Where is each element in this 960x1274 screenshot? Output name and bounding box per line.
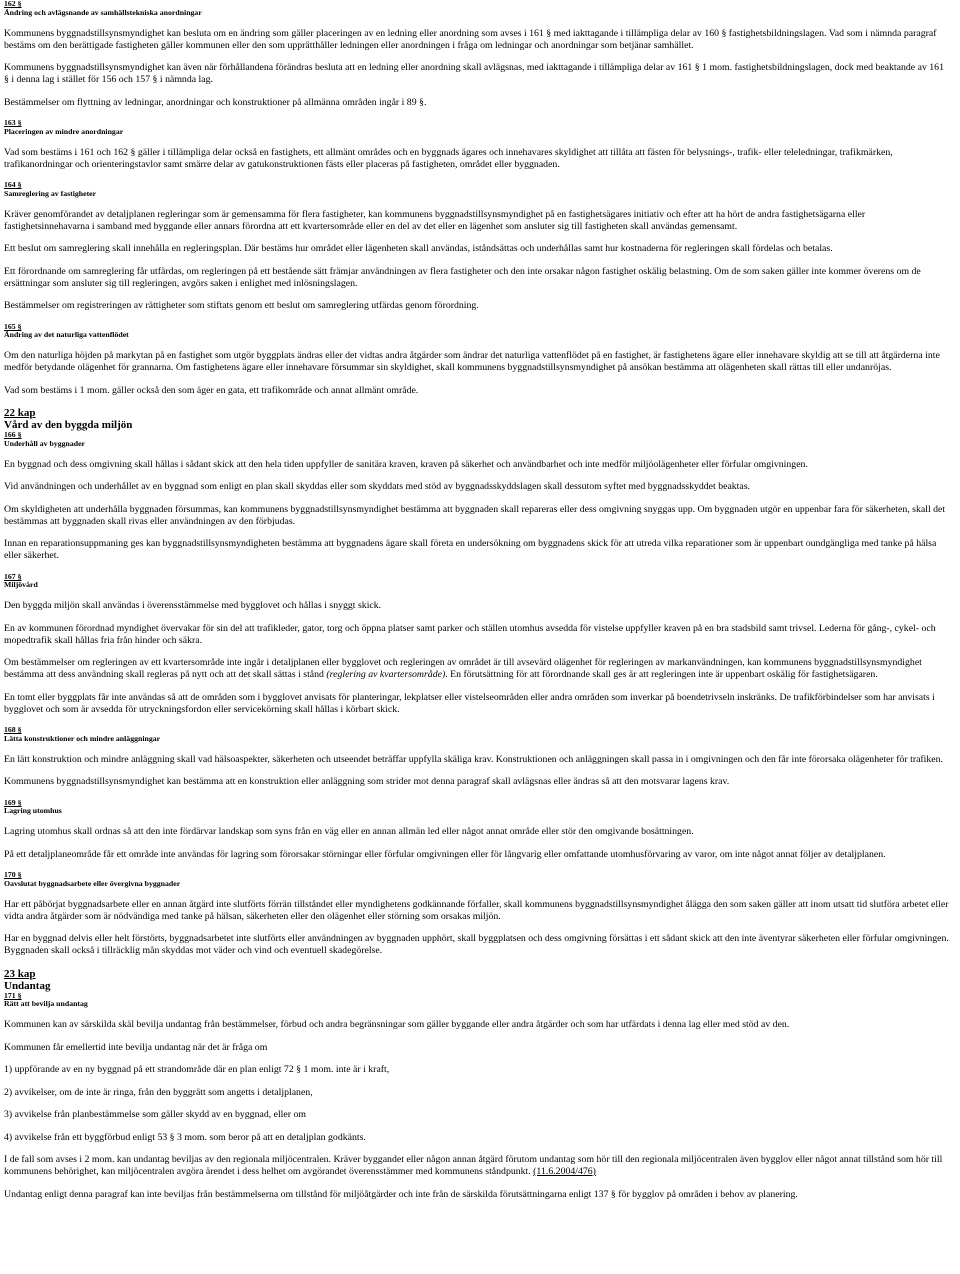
section-link-165[interactable]: 165 § (4, 321, 22, 331)
paragraph: Om skyldigheten att underhålla byggnaden försummas, kan kommunens byggnadstillsynsmyndighet bestämma att byggnaden skall repareras eller dess omgivning snyggas upp. Om byggnaden utgör en uppenbar fara för säkerheten, skall det bestämmas att byggnaden skall rivas eller användningen av den förbjudas. (4, 503, 946, 527)
chapter-23 (4, 968, 950, 992)
section-title: Miljövård (4, 580, 38, 589)
paragraph: Ett förordnande om samreglering får utfärdas, om regleringen på ett bestående sätt främjar användningen av flera fastigheter och den inte orsakar någon fastighet oskälig belastning. Om de som saken gäller inte kommer överens om de ersättningar som ansluter sig till regleringen, avgörs saken i enlighet med inlösningslagen. (4, 265, 921, 289)
paragraph: Kommunen kan av särskilda skäl bevilja undantag från bestämmelser, förbud och andra begränsningar som gäller byggande eller andra åtgärder och som har utfärdats i denna lag eller med stöd av den. (4, 1019, 790, 1030)
section-title: Ändring av det naturliga vattenflödet (4, 330, 129, 339)
section-166 (4, 431, 950, 562)
section-link-164[interactable]: 164 § (4, 180, 22, 189)
chapter-title: Undantag (4, 979, 51, 992)
chapter-link-22[interactable]: 22 kap (4, 407, 36, 419)
chapter-title: Vård av den byggda miljön (4, 419, 133, 431)
section-link-168[interactable]: 168 § (4, 725, 22, 734)
paragraph: En lätt konstruktion och mindre anläggning skall vad hälsoaspekter, säkerheten och utseendet beträffar uppfylla skäliga krav. Konstruktionen och anläggningen skall passa in i omgivningen och den får inte förorsaka olägenheter för trafiken. (4, 753, 944, 765)
section-168 (4, 726, 950, 788)
paragraph: Vid användningen och underhållet av en byggnad som enligt en plan skall skyddas eller som skyddats med stöd av byggnadsskyddslagen skall dessutom syftet med byggnadsskyddet beaktas. (4, 481, 751, 492)
section-link-167[interactable]: 167 § (4, 571, 22, 581)
paragraph: Kräver genomförandet av detaljplanen regleringar som är gemensamma för flera fastigheter, kan kommunens byggnadstillsynsmyndighet på en fastighetsägares initiativ och efter att ha hört de andra fastighetsägarna eller fastighetsinnehavarna i samband med byggande eller annars förordna att ett kvartersområde eller en del av det eller en lägenhet som ansluter sig till fastigheten skall användas gemensamt. (4, 208, 866, 232)
section-164 (4, 181, 950, 312)
list-item: 1) uppförande av en ny byggnad på ett strandområde där en plan enligt 72 § 1 mom. inte är i kraft, (4, 1064, 390, 1075)
section-title: Oavslutat byggnadsarbete eller övergivna byggnader (4, 878, 181, 888)
section-link-163[interactable]: 163 § (4, 118, 22, 127)
section-171 (4, 992, 950, 1201)
list-item: 4) avvikelse från ett byggförbud enligt 53 § 3 mom. som beror på att en detaljplan godkänts. (4, 1131, 366, 1143)
paragraph: Kommunens byggnadstillsynsmyndighet kan bestämma att en konstruktion eller anläggning som strider mot denna paragraf skall avlägsnas eller ändras så att den motsvarar lagens krav. (4, 776, 730, 787)
section-link-166[interactable]: 166 § (4, 430, 22, 439)
paragraph: Kommunen får emellertid inte bevilja undantag när det är fråga om (4, 1041, 268, 1053)
section-title: Underhåll av byggnader (4, 438, 86, 448)
paragraph: Kommunens byggnadstillsynsmyndighet kan även när förhållandena förändras besluta att en ledning eller anordning skall avlägsnas, med iakttagande i tillämpliga delar av 161 § 1 mom. fastighetsbildningslagen, dock med beaktande av 161 § i denna lag i stället för 156 och 157 § i nämnda lag. (4, 62, 944, 85)
section-165 (4, 323, 950, 397)
section-169 (4, 799, 950, 861)
paragraph: Innan en reparationsuppmaning ges kan byggnadstillsynsmyndigheten bestämma att byggnadens ägare skall företa en undersökning om byggnadens skick för att utreda vilka reparationer som är uppenbart oundgängliga med tanke på hälsa eller säkerhet. (4, 538, 937, 561)
section-167 (4, 573, 950, 716)
paragraph: Vad som bestäms i 1 mom. gäller också den som äger en gata, ett trafikområde och annat allmänt område. (4, 384, 419, 396)
section-title: Rätt att bevilja undantag (4, 999, 88, 1008)
paragraph: Den byggda miljön skall användas i överensstämmelse med bygglovet och hållas i snyggt skick. (4, 600, 382, 611)
paragraph: Lagring utomhus skall ordnas så att den inte fördärvar landskap som syns från en väg eller en annan allmän led eller något annat område eller stör den omgivande bosättningen. (4, 826, 694, 837)
list-item: 3) avvikelse från planbestämmelse som gäller skydd av en byggnad, eller om (4, 1109, 306, 1120)
section-163 (4, 119, 950, 171)
paragraph: På ett detaljplaneområde får ett område inte användas för lagring som förorsakar störningar eller förfular omgivningen eller för långvarig eller omfattande utomhusförvaring av varor, om inte något annat följer av detaljplanen. (4, 848, 886, 860)
paragraph-text: I de fall som avses i 2 mom. kan undantag beviljas av den regionala miljöcentralen. Kräver byggandet eller någon annan åtgärd förutom undantag som hör till den regionala miljöcentralen även bygglov eller något annat tillstånd som hör till kommunens behörighet, kan miljöcentralen avgöra ärendet i dess helhet om avgörandet överensstämmer med kommunens ståndpunkt. (4, 1154, 943, 1177)
amendment-reference-link[interactable]: (11.6.2004/476) (533, 1166, 596, 1177)
list-item: 2) avvikelser, om de inte är ringa, från den byggrätt som angetts i detaljplanen, (4, 1086, 313, 1098)
chapter-22 (4, 407, 950, 431)
defined-term: (reglering av kvartersområde) (326, 669, 446, 680)
section-link-170[interactable]: 170 § (4, 870, 22, 879)
section-170 (4, 871, 950, 957)
paragraph: En byggnad och dess omgivning skall hållas i sådant skick att den hela tiden uppfyller de sanitära kraven, kraven på säkerhet och användbarhet och inte medför miljöolägenheter eller förfular omgivningen. (4, 458, 808, 470)
section-link-162[interactable]: 162 § (4, 0, 22, 8)
section-title: Lätta konstruktioner och mindre anläggningar (4, 733, 161, 743)
section-link-171[interactable]: 171 § (4, 990, 22, 1000)
section-title: Ändring och avlägsnande av samhällstekniska anordningar (4, 7, 202, 17)
paragraph-text: . En förutsättning för att förordnande skall ges är att regleringen inte är uppenbart oskälig för fastighetsägaren. (445, 669, 878, 680)
paragraph: En tomt eller byggplats får inte användas så att de områden som i bygglovet anvisats för planteringar, lekplatser eller vistelseområden eller andra områden som inverkar på boendetrivseln inskränks. De trafikförbindelser som har anvisats i bygglovet och som är avsedda för utryckningsfordon eller servicekörning skall hållas i körbart skick. (4, 691, 935, 715)
paragraph-text: Om bestämmelser om regleringen av ett kvartersområde inte ingår i detaljplanen eller bygglovet och regleringen av området är till avsevärd olägenhet för regleringen av markanvändningen, kan kommunens byggnadstillsynsmyndighet bestämma att dess användning skall regleras på nytt och att det skall sättas i stånd (4, 657, 922, 680)
paragraph: Har en byggnad delvis eller helt förstörts, byggnadsarbetet inte slutförts eller användningen av byggnaden upphört, skall byggplatsen och dess omgivning försättas i ett sådant skick att den inte äventyrar säkerheten eller förfular omgivningen. Byggnaden skall också i tillräcklig mån skyddas mot väder och vind och eventuell skadegörelse. (4, 933, 949, 956)
section-title: Samreglering av fastigheter (4, 188, 97, 198)
paragraph: Kommunens byggnadstillsynsmyndighet kan besluta om en ändring som gäller placeringen av en ledning eller anordning som avses i 161 § med iakttagande i tillämpliga delar av 160 § fastighetsbildningslagen. Vad som i nämnda paragraf bestäms om den berättigade fastigheten gäller kommunen eller den som upprätthåller ledningen eller anordningen i fråga om ledningar och anordningar som betjänar samhället. (4, 27, 937, 51)
section-title: Lagring utomhus (4, 806, 62, 815)
section-link-169[interactable]: 169 § (4, 797, 22, 807)
paragraph (4, 1154, 950, 1178)
paragraph: En av kommunen förordnad myndighet övervakar för sin del att trafikleder, gator, torg och öppna platser samt parker och ställen utomhus avsedda för vistelse uppfyller kraven på en bra stadsbild samt trivsel. Lederna för gång-, cykel- och mopedtrafik skall hållas fria från hinder och säkra. (4, 622, 936, 646)
section-title: Placeringen av mindre anordningar (4, 126, 124, 136)
paragraph: Om den naturliga höjden på markytan på en fastighet som utgör byggplats ändras eller det vidtas andra åtgärder som ändrar det naturliga vattenflödet på en fastighet, är fastighetens ägare eller innehavare skyldig att se till att åtgärderna inte medför betydande olägenhet för grannarna. Om fastighetens ägare eller innehavare försummar sin skyldighet, skall kommunens byggnadstillsynsmyndighet på ansökan bestämma att olägenheten skall rättas till eller undanröjas. (4, 350, 940, 373)
paragraph (4, 657, 950, 681)
paragraph: Har ett påbörjat byggnadsarbete eller en annan åtgärd inte slutförts förrän tillståndet eller myndighetens godkännande förfaller, skall kommunens byggnadstillsynsmyndighet ålägga den som saken gäller att inom utsatt tid slutföra arbetet eller vidta andra åtgärder som är nödvändiga med tanke på hälsan, säkerheten eller den olägenhet eller störning som orsakas miljön. (4, 898, 949, 922)
chapter-link-23[interactable]: 23 kap (4, 967, 36, 980)
section-162 (4, 0, 950, 109)
paragraph: Undantag enligt denna paragraf kan inte beviljas från bestämmelserna om tillstånd för miljöåtgärder och inte från de särskilda förutsättningarna enligt 137 § för bygglov på områden i behov av planering. (4, 1188, 798, 1200)
paragraph: Ett beslut om samreglering skall innehålla en regleringsplan. Där bestäms hur området eller lägenheten skall användas, iståndsättas och underhållas samt hur kostnaderna för regleringen skall fördelas och betalas. (4, 243, 833, 254)
paragraph: Bestämmelser om registreringen av rättigheter som stiftats genom ett beslut om samreglering utfärdas genom förordning. (4, 300, 479, 311)
paragraph: Bestämmelser om flyttning av ledningar, anordningar och konstruktioner på allmänna områden ingår i 89 §. (4, 96, 427, 108)
paragraph: Vad som bestäms i 161 och 162 § gäller i tillämpliga delar också en fastighets, ett allmänt områdes och en byggnads ägares och innehavares skyldighet att tillåta att fästen för belysnings-, trafik- eller teleledningar, trafikmärken, trafikanordningar och orienteringstavlor samt smärre delar av gatukonstruktionen fästs eller placeras på fastigheten, området eller byggnaden. (4, 146, 893, 170)
